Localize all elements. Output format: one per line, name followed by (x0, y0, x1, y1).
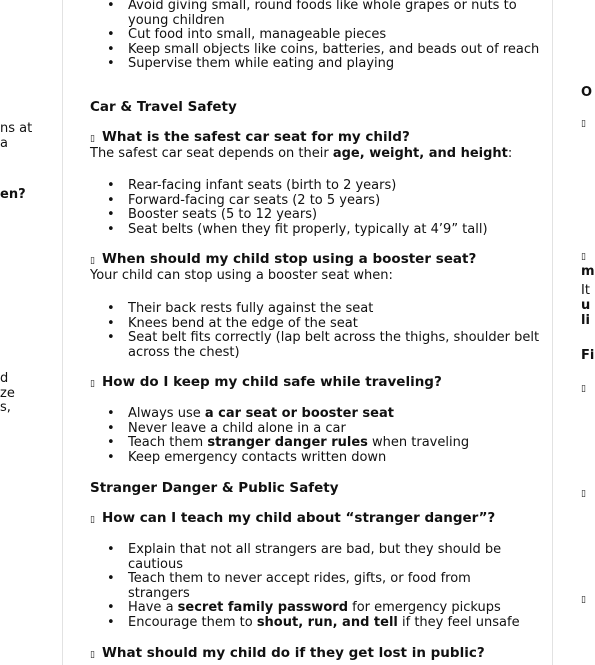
list-item: • Keep emergency contacts written down (107, 449, 387, 465)
right-fragment: ▯ (581, 384, 586, 394)
list-item: • Knees bend at the edge of the seat (107, 315, 358, 331)
faq-answer-intro: Your child can stop using a booster seat when: (90, 268, 393, 283)
list-item: • Teach them stranger danger rules when traveling (107, 435, 470, 450)
faq-answer-intro: The safest car seat depends on their age, weight, and height: (90, 146, 513, 161)
faq-question-booster-seat: ▯ When should my child stop using a booster seat? (90, 251, 477, 267)
list-item: • Teach them to never accept rides, gifts, or food from strangers (107, 571, 471, 601)
list-item: • Forward-facing car seats (2 to 5 years) (107, 192, 381, 208)
choking-prevention-list (90, 0, 545, 72)
list-item: • Avoid giving small, round foods like whole grapes or nuts to young children (107, 0, 517, 28)
list-item: • Their back rests fully against the seat (107, 301, 374, 316)
right-fragment: ▯ (581, 119, 586, 129)
travel-safety-list (90, 407, 545, 465)
list-item: • Seat belt fits correctly (lap belt across the thighs, shoulder belt across the chest) (107, 330, 540, 360)
list-item: • Never leave a child alone in a car (107, 420, 346, 436)
right-fragment: Fi (581, 348, 595, 363)
right-column-fragment (552, 0, 593, 665)
left-fragment: ns at (0, 121, 33, 136)
faq-question-stranger-danger: ▯ How can I teach my child about “stranger danger”? (90, 510, 496, 526)
section-heading-stranger-danger: Stranger Danger & Public Safety (90, 480, 339, 496)
question-icon: ▯ (90, 379, 95, 389)
question-icon: ▯ (90, 650, 95, 660)
left-column-fragment (0, 0, 63, 665)
list-item: • Keep small objects like coins, batteries, and beads out of reach (107, 41, 540, 57)
list-item: • Have a secret family password for emergency pickups (107, 600, 501, 615)
faq-question-car-seat: ▯ What is the safest car seat for my child? (90, 129, 410, 145)
faq-question-traveling: ▯ How do I keep my child safe while traveling? (90, 374, 442, 390)
right-fragment: li (581, 313, 590, 328)
right-fragment: m (581, 264, 595, 279)
list-item: • Booster seats (5 to 12 years) (107, 207, 318, 222)
list-item: • Seat belts (when they fit properly, typically at 4’9” tall) (107, 221, 488, 237)
section-heading-car-travel: Car & Travel Safety (90, 99, 237, 115)
list-item: • Explain that not all strangers are bad, but they should be cautious (107, 542, 502, 572)
right-fragment: u (581, 298, 591, 313)
list-item: • Cut food into small, manageable pieces (107, 27, 387, 42)
list-item: • Supervise them while eating and playing (107, 56, 395, 71)
list-item: • Always use a car seat or booster seat (107, 406, 394, 421)
car-seat-list (90, 179, 545, 237)
right-fragment: ▯ (581, 595, 586, 605)
question-icon: ▯ (90, 256, 95, 266)
list-item: • Encourage them to shout, run, and tell if they feel unsafe (107, 614, 520, 630)
booster-seat-list (90, 302, 545, 360)
right-fragment: It (581, 283, 590, 298)
right-fragment: ▯ (581, 489, 586, 499)
left-fragment: s, (0, 400, 11, 415)
left-fragment: en? (0, 187, 26, 202)
faq-question-lost-in-public: ▯ What should my child do if they get lost in public? (90, 645, 485, 661)
question-icon: ▯ (90, 134, 95, 144)
right-fragment: ▯ (581, 252, 586, 262)
left-fragment: ze (0, 386, 15, 401)
left-fragment: a (0, 136, 8, 151)
stranger-danger-list (90, 543, 530, 630)
list-item: • Rear-facing infant seats (birth to 2 years) (107, 178, 397, 193)
right-fragment: O (581, 85, 593, 100)
question-icon: ▯ (90, 515, 95, 525)
left-fragment: d (0, 371, 9, 386)
